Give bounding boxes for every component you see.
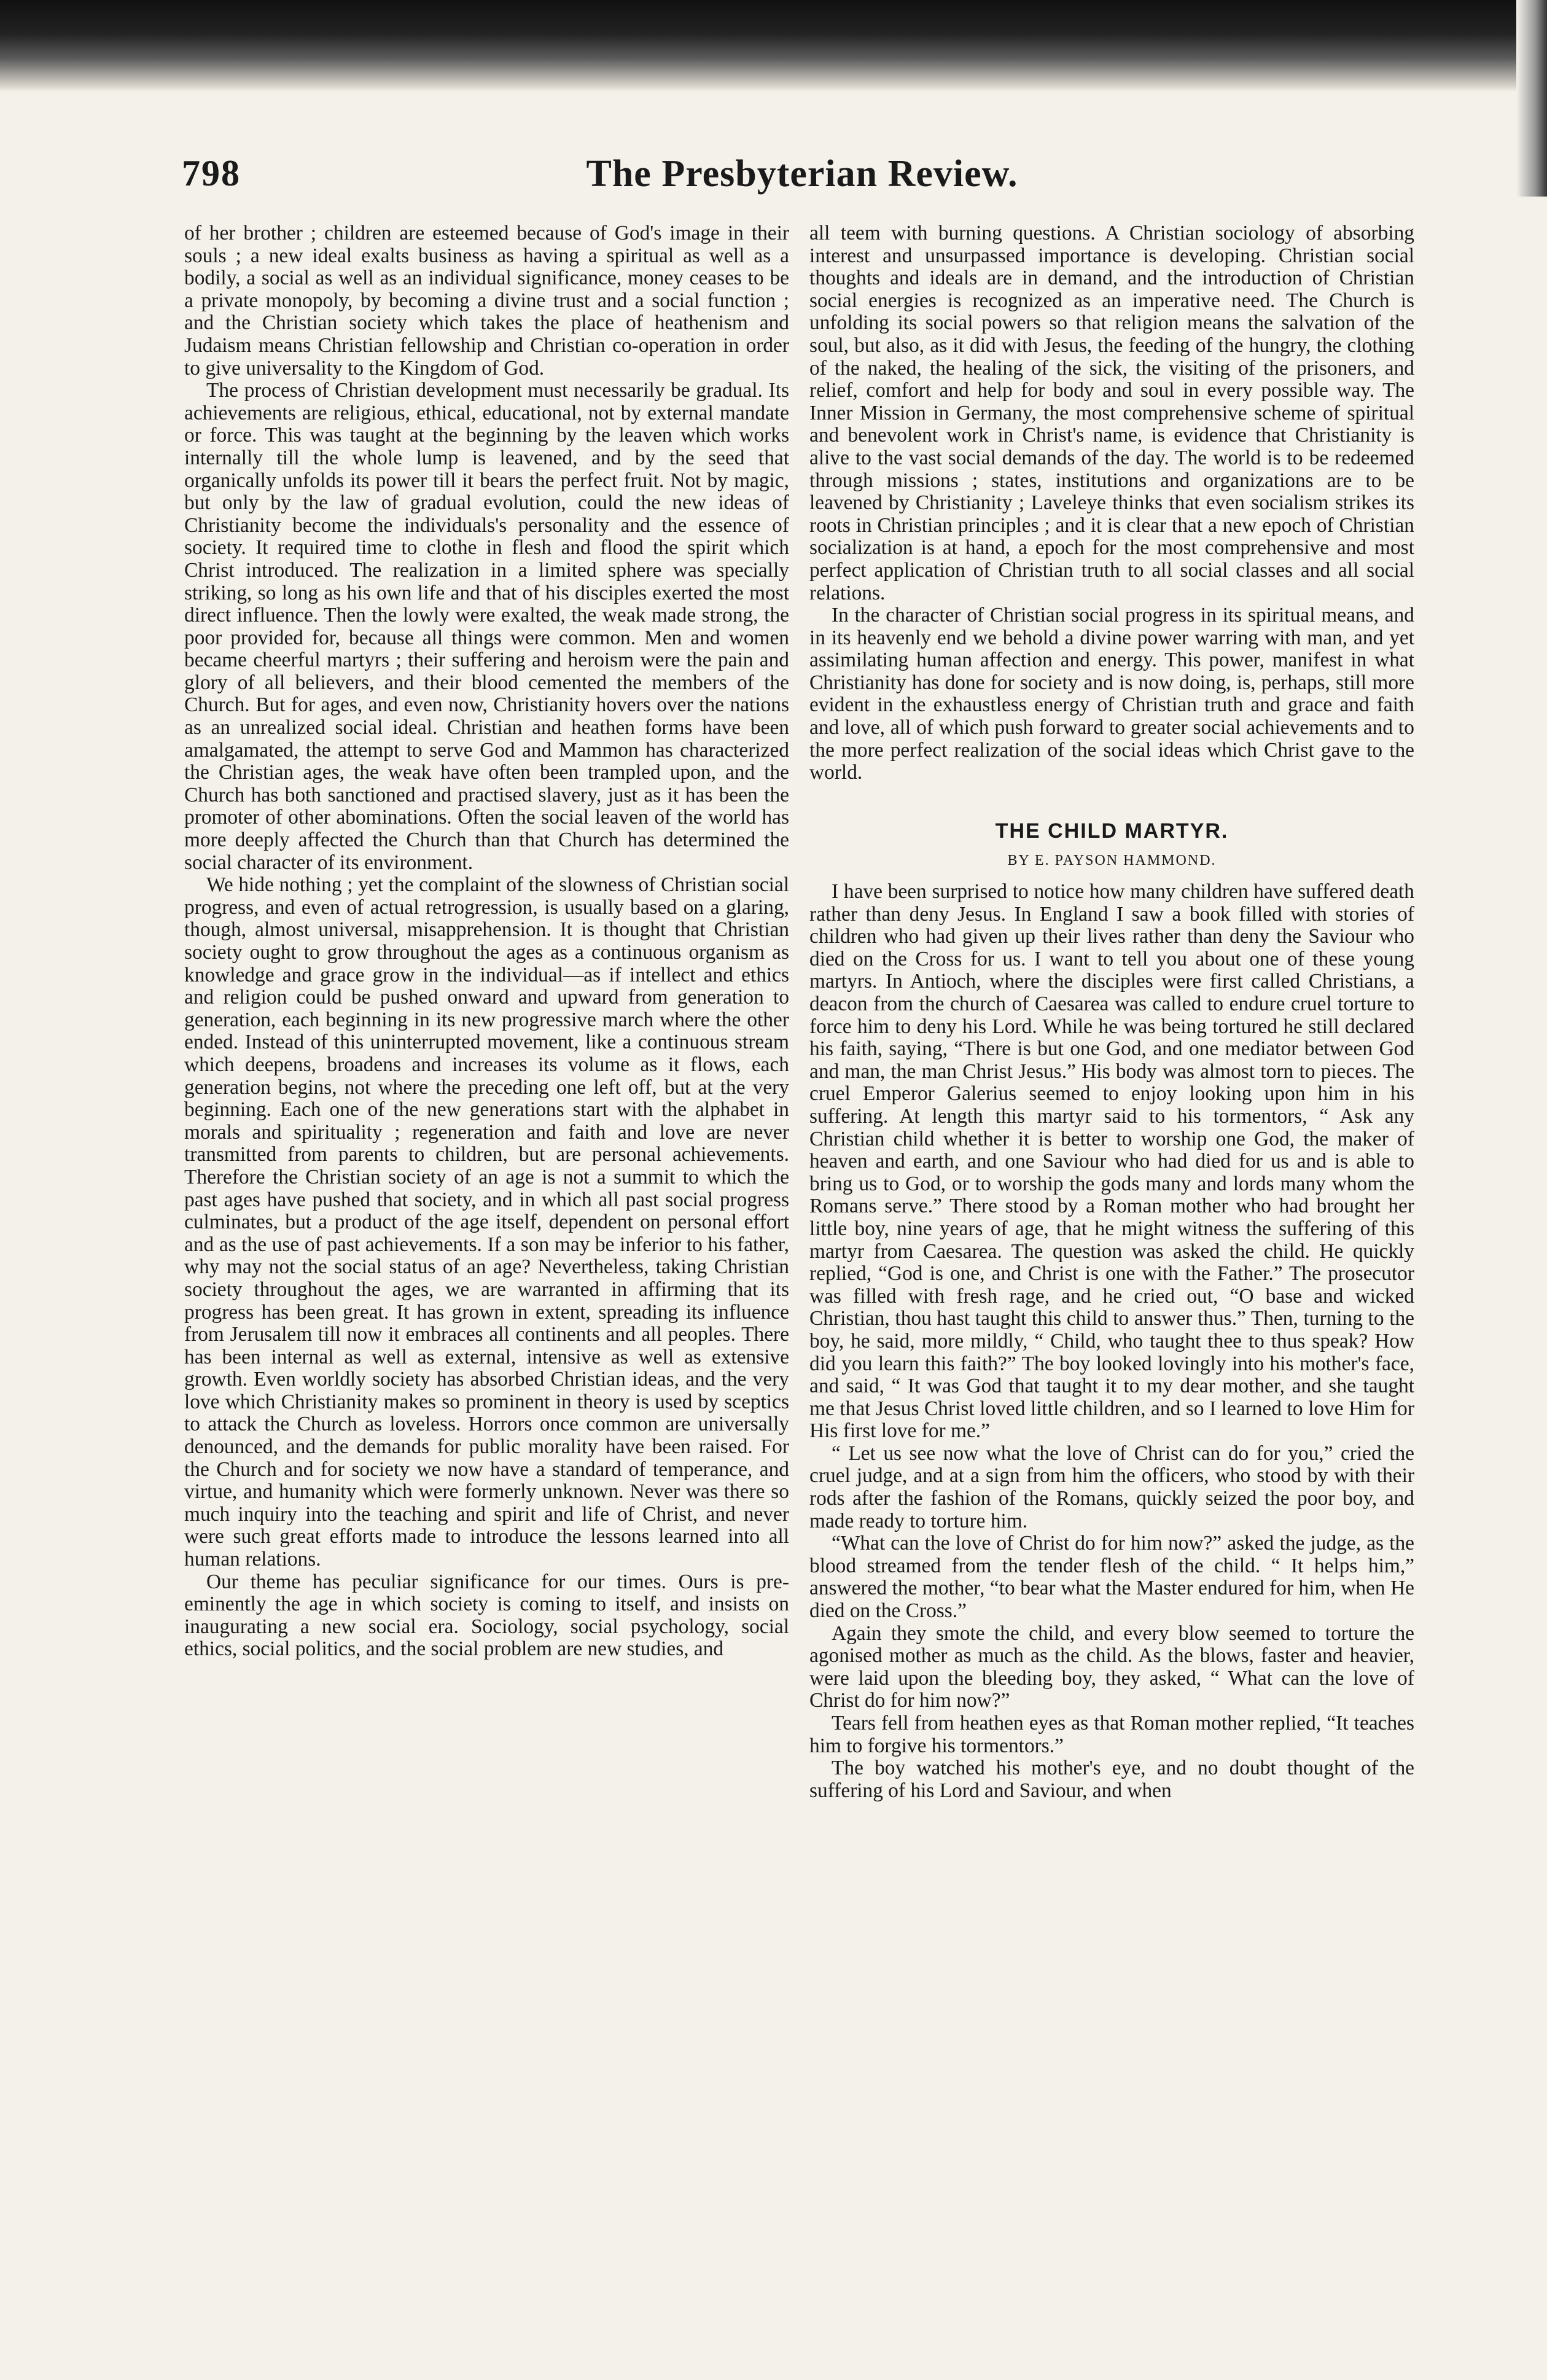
page-number: 798 (182, 153, 241, 193)
paragraph: Our theme has peculiar significance for our times. Ours is pre-eminently the age in which society is coming to itself, and insists on inaugurating a new social era. Sociology, social psychology, social ethics, social politics, and the social problem are new studies, and (184, 1570, 789, 1661)
article-byline: BY E. PAYSON HAMMOND. (1007, 853, 1217, 869)
right-column (809, 222, 1414, 2366)
paragraph: I have been surprised to notice how many children have suffered death rather than deny Jesus. In England I saw a book filled with stories of children who had given up their lives rather than deny the Saviour who died on the Cross for us. I want to tell you about one of these young martyrs. In Antioch, where the disciples were first called Christians, a deacon from the church of Caesarea was called to endure cruel torture to force him to deny his Lord. While he was being tortured he still declared his faith, saying, “There is but one God, and one mediator between God and man, the man Christ Jesus.” His body was almost torn to pieces. The cruel Emperor Galerius seemed to enjoy looking upon him in his suffering. At length this martyr said to his tormentors, “ Ask any Christian child whether it is better to worship one God, the maker of heaven and earth, and one Saviour who had died for us and is able to bring us to God, or to worship the gods many and lords many whom the Romans serve.” There stood by a Roman mother who had brought her little boy, nine years of age, that he might witness the suffering of this martyr from Caesarea. The question was asked the child. He quickly replied, “God is one, and Christ is one with the Father.” The prosecutor was filled with fresh rage, and he cried out, “O base and wicked Christian, thou hast taught this child to answer thus.” Then, turning to the boy, he said, more mildly, “ Child, who taught thee to thus speak? How did you learn this faith?” The boy looked lovingly into his mother's face, and said, “ It was God that taught it to my dear mother, and she taught me that Jesus Christ loved little children, and so I learned to love Him for His first love for me.” (809, 880, 1414, 1443)
paragraph: The process of Christian development must necessarily be gradual. Its achievements are religious, ethical, educational, not by external mandate or force. This was taught at the beginning by the leaven which works internally till the whole lump is leavened, and by the seed that organically unfolds its power till it bears the perfect fruit. Not by magic, but only by the law of gradual evolution, could the new ideas of Christianity become the individuals's personality and the essence of society. It required time to clothe in flesh and flood the spirit which Christ introduced. The realization in a limited sphere was specially striking, so long as his own life and that of his disciples exerted the most direct influence. Then the lowly were exalted, the weak made strong, the poor provided for, because all things were common. Men and women became cheerful martyrs ; their suffering and heroism were the pain and glory of all believers, and their blood cemented the members of the Church. But for ages, and even now, Christianity hovers over the nations as an unrealized social ideal. Christian and heathen forms have been amalgamated, the attempt to serve God and Mammon has characterized the Christian ages, the weak have often been trampled upon, and the Church has both sanctioned and practised slavery, just as it has been the promoter of other abominations. Often the social leaven of the world has more deeply affected the Church than that Church has determined the social character of its environment. (184, 379, 789, 874)
paragraph: all teem with burning questions. A Christian sociology of absorbing interest and unsurpassed importance is developing. Christian social thoughts and ideals are in demand, and the introduction of Christian social energies is recognized as an imperative need. The Church is unfolding its social powers so that religion means the salvation of the soul, but also, as it did with Jesus, the feeding of the hungry, the clothing of the naked, the healing of the sick, the visiting of the prisoners, and relief, comfort and help for body and soul in every possible way. The Inner Mission in Germany, the most comprehensive scheme of spiritual and benevolent work in Christ's name, is evidence that Christianity is alive to the vast social demands of the day. The world is to be redeemed through missions ; states, institutions and organizations are to be leavened by Christianity ; Laveleye thinks that even socialism strikes its roots in Christian principles ; and it is clear that a new epoch of Christian socialization is at hand, a epoch for the most comprehensive and most perfect application of Christian truth to all social classes and all social relations. (809, 222, 1414, 604)
article-title: THE CHILD MARTYR. (995, 819, 1229, 843)
scan-top-edge (0, 0, 1547, 92)
paragraph: We hide nothing ; yet the complaint of the slowness of Christian social progress, and even of actual retrogression, is usually based on a glaring, though, almost universal, misapprehension. It is thought that Christian society ought to grow throughout the ages as a continuous organism as knowledge and grace grow in the individual—as if intellect and ethics and religion could be pushed onward and upward from generation to generation, each beginning in its new progressive march where the other ended. Instead of this uninterrupted movement, like a continuous stream which deepens, broadens and increases its volume as it flows, each generation begins, not where the preceding one left off, but at the very beginning. Each one of the new generations start with the alphabet in morals and spirituality ; regeneration and faith and love are never transmitted from parents to children, but are personal achievements. Therefore the Christian society of an age is not a summit to which the past ages have pushed that society, and in which all past social progress culminates, but a product of the age itself, dependent on personal effort and as the use of past achievements. If a son may be inferior to his father, why may not the social status of an age? Nevertheless, taking Christian society throughout the ages, we are warranted in affirming that its progress has been great. It has grown in extent, spreading its influence from Jerusalem till now it embraces all continents and all peoples. There has been internal as well as external, intensive as well as extensive growth. Even worldly society has absorbed Christian ideas, and the very love which Christianity makes so prominent in theory is used by sceptics to attack the Church as loveless. Horrors once common are universally denounced, and the demands for public morality have been raised. For the Church and for society we now have a standard of temperance, and virtue, and humanity which were formerly unknown. Never was there so much inquiry into the teaching and spirit and life of Christ, and never were such great efforts made to introduce the lessons learned into all human relations. (184, 873, 789, 1571)
paragraph: “What can the love of Christ do for him now?” asked the judge, as the blood streamed from the tender flesh of the child. “ It helps him,” answered the mother, “to bear what the Master endured for him, when He died on the Cross.” (809, 1532, 1414, 1623)
paragraph: “ Let us see now what the love of Christ can do for you,” cried the cruel judge, and at a sign from him the officers, who stood by with their rods after the fashion of the Romans, quickly seized the poor boy, and made ready to torture him. (809, 1442, 1414, 1532)
paragraph: In the character of Christian social progress in its spiritual means, and in its heavenly end we behold a divine power warring with man, and yet assimilating human affection and energy. This power, manifest in what Christianity has done for society and is now doing, is, perhaps, still more evident in the exhaustless energy of Christian truth and grace and faith and love, all of which push forward to greater social achievements and to the more perfect realization of the social ideas which Christ gave to the world. (809, 604, 1414, 784)
running-head: The Presbyterian Review. (586, 153, 1018, 195)
paragraph: of her brother ; children are esteemed because of God's image in their souls ; a new ideal exalts business as having a spiritual as well as a bodily, a social as well as an individual significance, money ceases to be a private monopoly, by becoming a divine trust and a social function ; and the Christian society which takes the place of heathenism and Judaism means Christian fellowship and Christian co-operation in order to give universality to the Kingdom of God. (184, 222, 789, 380)
paragraph: The boy watched his mother's eye, and no doubt thought of the suffering of his Lord and Saviour, and when (809, 1757, 1414, 1802)
left-column (184, 222, 789, 2366)
paragraph: Again they smote the child, and every blow seemed to torture the agonised mother as much as the child. As the blows, faster and heavier, were laid upon the bleeding boy, they asked, “ What can the love of Christ do for him now?” (809, 1621, 1414, 1712)
scan-right-edge (1516, 0, 1547, 197)
paragraph: Tears fell from heathen eyes as that Roman mother replied, “It teaches him to forgive his tormentors.” (809, 1712, 1414, 1757)
page-header (182, 152, 1422, 201)
